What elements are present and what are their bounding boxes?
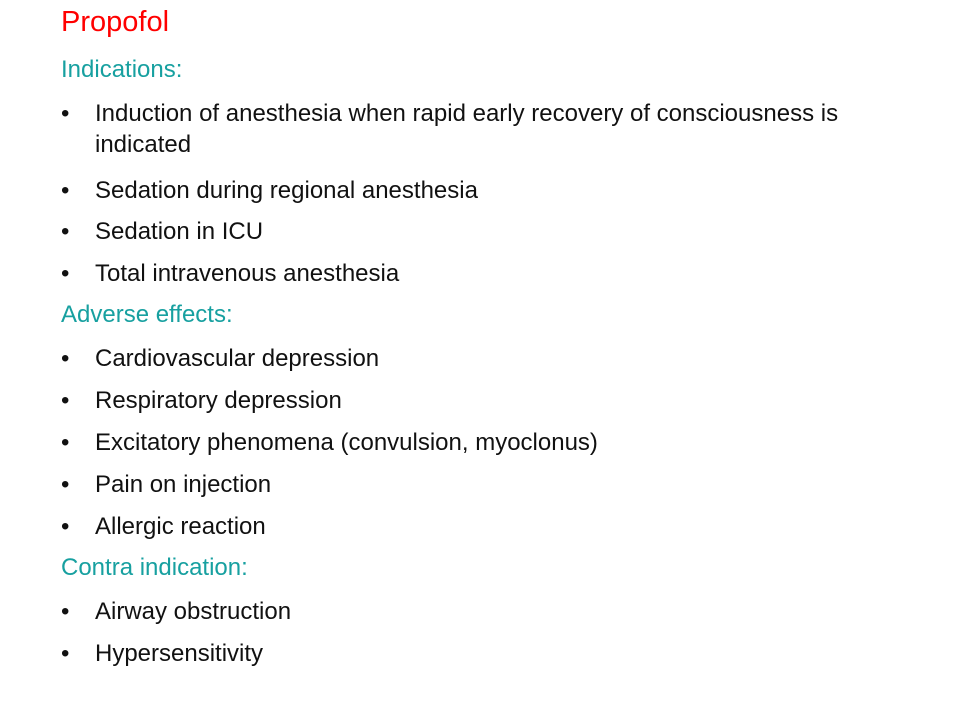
bullet-icon: • [61, 471, 70, 498]
list-item [61, 638, 861, 669]
list-item-text: Induction of anesthesia when rapid early recovery of consciousness is indicated [95, 100, 839, 158]
list-item-text: Excitatory phenomena (convulsion, myoclonus) [95, 429, 598, 456]
bullet-icon: • [61, 218, 70, 245]
list-item [61, 175, 861, 206]
bullet-icon: • [61, 345, 70, 372]
bullet-icon: • [61, 260, 70, 287]
list-item-text: Sedation during regional anesthesia [95, 177, 478, 204]
list-item [61, 385, 861, 416]
bullet-icon: • [61, 177, 70, 204]
bullet-icon: • [61, 429, 70, 456]
list-item [61, 216, 861, 247]
list-item [61, 469, 861, 500]
bullet-icon: • [61, 513, 70, 540]
bullet-icon: • [61, 598, 70, 625]
bullet-icon: • [61, 640, 70, 667]
list-item [61, 98, 861, 160]
list-item [61, 258, 861, 289]
list-item-text: Cardiovascular depression [95, 345, 380, 372]
list-item [61, 596, 861, 627]
list-item-text: Pain on injection [95, 471, 272, 498]
list-item-text: Total intravenous anesthesia [95, 260, 400, 287]
bullet-icon: • [61, 387, 70, 414]
list-item [61, 427, 861, 458]
section-heading-adverse-effects: Adverse effects: [61, 301, 233, 328]
list-item-text: Respiratory depression [95, 387, 342, 414]
bullet-icon: • [61, 100, 70, 127]
slide-title: Propofol [61, 6, 170, 38]
list-item-text: Hypersensitivity [95, 640, 264, 667]
list-item-text: Allergic reaction [95, 513, 266, 540]
list-item [61, 343, 861, 374]
list-item-text: Sedation in ICU [95, 218, 264, 245]
section-heading-contra-indication: Contra indication: [61, 554, 248, 581]
list-item-text: Airway obstruction [95, 598, 292, 625]
list-item [61, 511, 861, 542]
section-heading-indications: Indications: [61, 56, 183, 83]
